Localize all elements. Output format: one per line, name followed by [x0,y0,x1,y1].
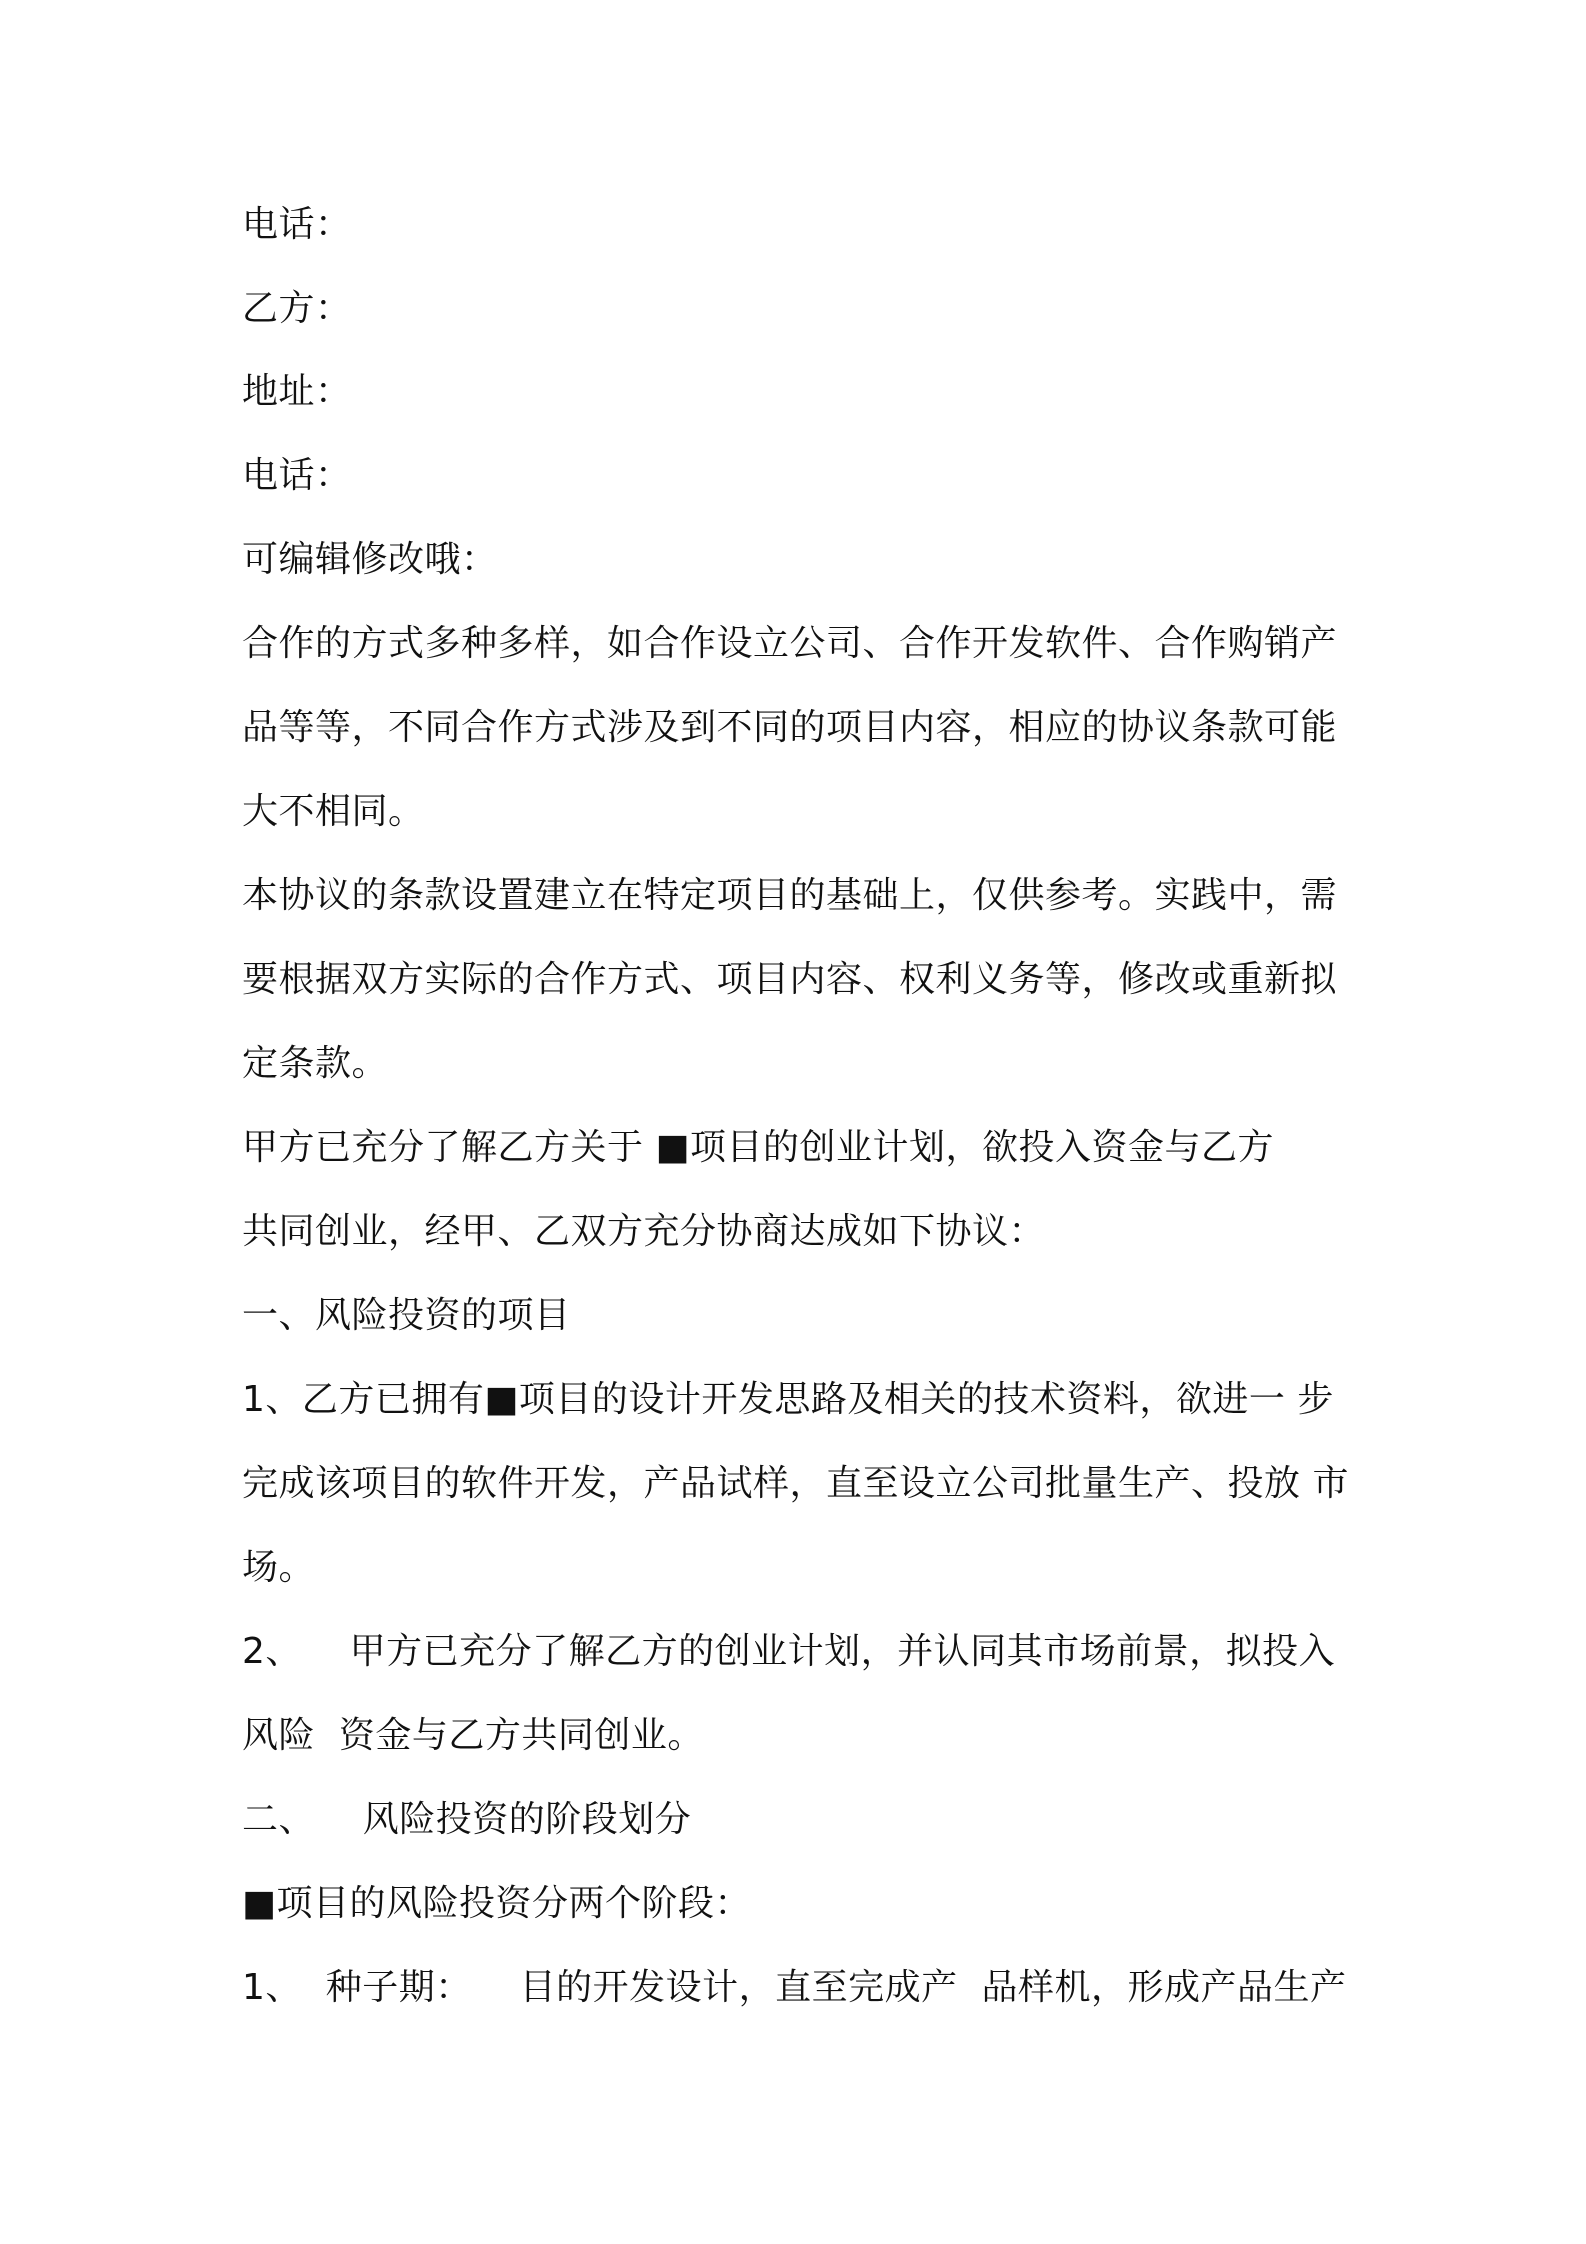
doc-line-item-2a: 2、 甲方已充分了解乙方的创业计划，并认同其市场前景，拟投入 [242,1631,1336,1672]
doc-line-paragraph-3a: 甲方已充分了解乙方关于 ■项目的创业计划，欲投入资金与乙方 [242,1127,1274,1168]
doc-line-item-2b: 风险 资金与乙方共同创业。 [242,1715,704,1756]
doc-line-paragraph-2a: 本协议的条款设置建立在特定项目的基础上，仅供参考。实践中，需 [242,875,1338,916]
doc-line-party-b: 乙方： [242,288,352,329]
doc-line-editable-note: 可编辑修改哦： [242,539,498,580]
doc-line-paragraph-1b: 品等等，不同合作方式涉及到不同的项目内容，相应的协议条款可能 [242,707,1338,748]
doc-line-section-2-heading: 二、 风险投资的阶段划分 [242,1799,692,1840]
doc-line-stages-intro: ■项目的风险投资分两个阶段： [242,1883,752,1924]
doc-line-paragraph-3b: 共同创业，经甲、乙双方充分协商达成如下协议： [242,1211,1046,1252]
doc-line-phone-1: 电话： [242,204,352,245]
doc-line-paragraph-2b: 要根据双方实际的合作方式、项目内容、权利义务等，修改或重新拟 [242,959,1338,1000]
doc-line-paragraph-2c: 定条款。 [242,1043,389,1084]
doc-line-address: 地址： [242,371,352,412]
doc-line-item-1c: 场。 [242,1547,316,1588]
doc-line-section-1-heading: 一、风险投资的项目 [242,1295,571,1336]
doc-line-phone-2: 电话： [242,455,352,496]
doc-line-paragraph-1a: 合作的方式多种多样，如合作设立公司、合作开发软件、合作购销产 [242,623,1338,664]
doc-line-paragraph-1c: 大不相同。 [242,791,425,832]
doc-line-item-1b: 完成该项目的软件开发，产品试样，直至设立公司批量生产、投放 市 [242,1463,1349,1504]
doc-line-stage-1: 1、 种子期： 目的开发设计，直至完成产 品样机，形成产品生产 [242,1967,1347,2008]
doc-line-item-1a: 1、乙方已拥有■项目的设计开发思路及相关的技术资料，欲进一 步 [242,1379,1334,1420]
